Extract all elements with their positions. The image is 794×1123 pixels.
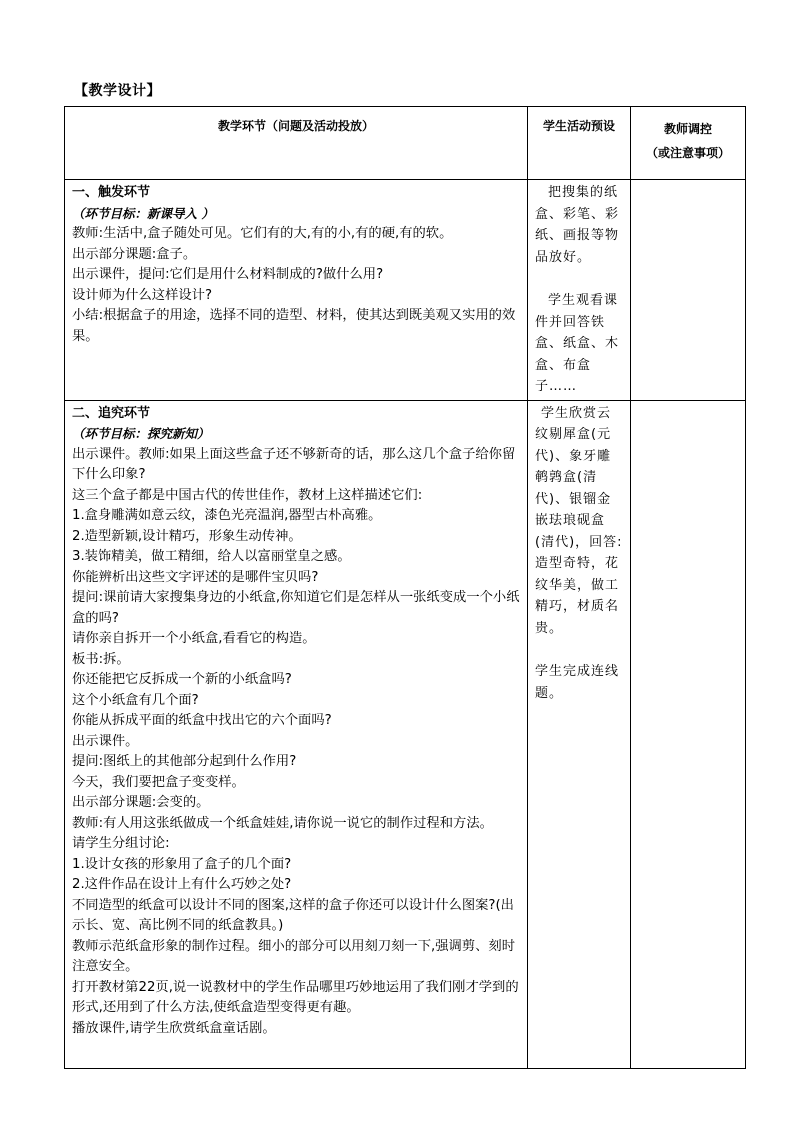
section1-student-activities (528, 180, 631, 401)
section2-line: 1.设计女孩的形象用了盒子的几个面? (72, 856, 292, 872)
section1-line: 小结:根据盒子的用途，选择不同的造型、材料，使其达到既美观又实用的效果。 (72, 308, 516, 344)
section2-line: 打开教材第22页,说一说教材中的学生作品哪里巧妙地运用了我们刚才学到的形式,还用到了什么方法,使纸盒造型变得更有趣。 (72, 979, 519, 1015)
section2-line: 出示课件。教师:如果上面这些盒子还不够新奇的话，那么这几个盒子给你留下什么印象? (72, 446, 516, 482)
section2-line: 2.这件作品在设计上有什么巧妙之处? (72, 877, 292, 892)
section2-line: 你能辨析出这些文字评述的是哪件宝贝吗? (72, 569, 319, 585)
section1-student-text: 学生观看课件并回答铁盒、纸盒、木盒、布盒子…… (535, 293, 620, 394)
section1-line: 出示部分课题:盒子。 (72, 246, 197, 262)
table-row-section1 (65, 180, 746, 401)
section2-line: 1.盒身雕满如意云纹，漆色光亮温润,器型古朴高雅。 (72, 508, 382, 523)
section1-line: 教师:生活中,盒子随处可见。它们有的大,有的小,有的硬,有的软。 (72, 226, 453, 241)
header-teacher-control-line2: （或注意事项） (645, 146, 730, 160)
section-heading: 【教学设计】 (74, 83, 161, 99)
table-header-row (65, 107, 746, 180)
table-row-section2 (65, 400, 746, 1068)
header-student-activities: 学生活动预设 (528, 107, 631, 180)
section1-content (65, 180, 528, 401)
section2-line: 你还能把它反拆成一个新的小纸盒吗? (72, 672, 292, 687)
header-teaching-steps: 教学环节（问题及活动投放） (65, 107, 528, 180)
section1-student-text: 把搜集的纸盒、彩笔、彩纸、画报等物品放好。 (535, 185, 620, 265)
section2-student-text: 造型奇特，花纹华美，做工精巧，材质名贵。 (535, 556, 620, 636)
section2-line: 不同造型的纸盒可以设计不同的图案,这样的盒子你还可以设计什么图案?(出示长、宽、高比例不同的纸盒教具。) (72, 897, 514, 933)
section2-student-text: 学生欣赏云纹剔犀盒(元代)、象牙雕鹌鹑盒(清代)、银镏金嵌珐琅砚盒(清代)，回答: (535, 405, 623, 550)
section2-teacher-notes (631, 400, 746, 1068)
section2-line: 3.装饰精美，做工精细，给人以富丽堂皇之感。 (72, 549, 351, 564)
section2-line: 教师:有人用这张纸做成一个纸盒娃娃,请你说一说它的制作过程和方法。 (72, 815, 493, 831)
section2-student-text: 学生完成连线题。 (535, 664, 620, 701)
section2-goal: （环节目标：探究新知） (72, 426, 210, 441)
section2-line: 提问:图纸上的其他部分起到什么作用? (72, 754, 297, 769)
section1-title: 一、触发环节 (72, 185, 151, 200)
lesson-plan-table (64, 106, 746, 1069)
section2-line: 教师示范纸盒形象的制作过程。细小的部分可以用刻刀刻一下,强调剪、刻时注意安全。 (72, 938, 516, 974)
section2-title: 二、追究环节 (72, 405, 151, 421)
section2-line: 提问:课前请大家搜集身边的小纸盒,你知道它们是怎样从一张纸变成一个小纸盒的吗? (72, 590, 520, 626)
section2-line: 今天，我们要把盒子变变样。 (72, 774, 245, 790)
section2-line: 请你亲自拆开一个小纸盒,看看它的构造。 (72, 631, 316, 646)
section2-line: 出示课件。 (72, 733, 139, 749)
section1-goal: （环节目标：新课导入 ） (72, 205, 214, 221)
section2-line: 你能从拆成平面的纸盒中找出它的六个面吗? (72, 713, 332, 728)
section2-content (65, 400, 528, 1068)
section2-line: 这个小纸盒有几个面? (72, 692, 199, 708)
header-teacher-control-line1: 教师调控 (663, 122, 712, 136)
section2-line: 请学生分组讨论: (72, 836, 170, 851)
section2-line: 板书:拆。 (72, 651, 130, 667)
section2-line: 出示部分课题:会变的。 (72, 795, 210, 810)
section1-line: 出示课件，提问:它们是用什么材料制成的?做什么用? (72, 267, 384, 282)
section1-line: 设计师为什么这样设计? (72, 287, 213, 303)
section2-line: 播放课件,请学生欣赏纸盒童话剧。 (72, 1020, 276, 1036)
section2-line: 2.造型新颖,设计精巧，形象生动传神。 (72, 528, 302, 544)
header-teacher-control (631, 107, 746, 180)
section2-line: 这三个盒子都是中国古代的传世佳作，教材上这样描述它们: (72, 487, 423, 503)
section2-student-activities (528, 400, 631, 1068)
section1-teacher-notes (631, 180, 746, 401)
